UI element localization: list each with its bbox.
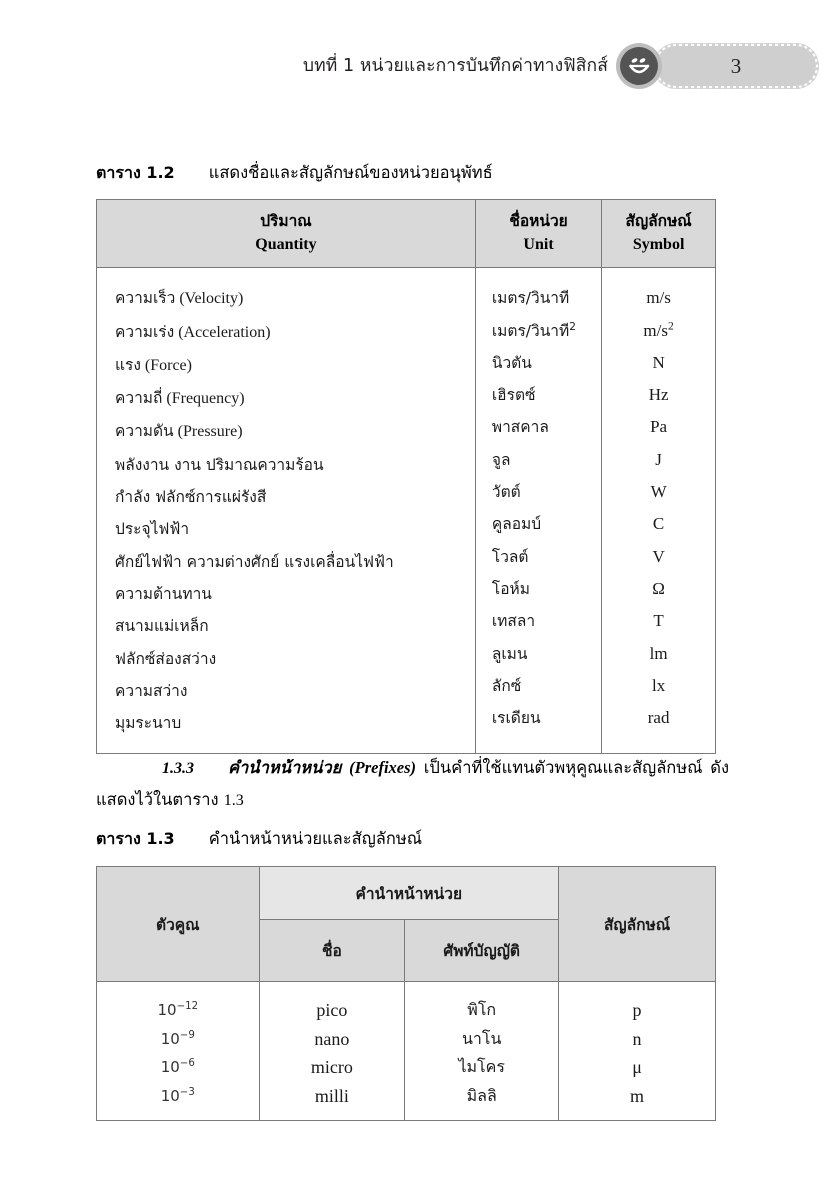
symbol-cell: T	[653, 611, 664, 631]
table-1-3-header-multiplier: ตัวคูณ	[97, 867, 260, 982]
table-1-2-header-unit	[475, 200, 601, 268]
symbol-cell: C	[652, 514, 665, 534]
symbol-cell: Pa	[650, 417, 668, 437]
table-1-3-header-symbol: สัญลักษณ์	[559, 867, 716, 982]
symbol-cell: Ω	[652, 578, 665, 598]
symbol-exponent: 2	[667, 318, 674, 332]
prefix-thai-cell: ไมโคร	[458, 1057, 505, 1076]
quantity-list	[97, 268, 475, 753]
quantity-cell: พลังงาน งาน ปริมาณความร้อน	[115, 455, 324, 474]
chapter-title: บทที่ 1 หน่วยและการบันทึกค่าทางฟิสิกส์	[302, 56, 608, 76]
table-1-2	[96, 199, 716, 754]
symbol-cell: N	[652, 352, 665, 372]
symbol-cell: lm	[649, 643, 668, 663]
quantity-cell: ประจุไฟฟ้า	[115, 520, 190, 539]
section-number: 1.3.3	[162, 760, 194, 777]
unit-cell: โอห์ม	[491, 579, 530, 598]
unit-cell: ลูเมน	[491, 644, 528, 663]
header-symbol-thai: สัญลักษณ์	[625, 212, 692, 230]
unit-list	[476, 268, 601, 748]
symbol-cell: rad	[647, 708, 670, 728]
unit-cell: เรเดียน	[491, 709, 541, 728]
multiplier-exponent: −9	[179, 1029, 195, 1041]
prefix-thai-cell: นาโน	[461, 1028, 502, 1048]
prefix-thai-cell: มิลลิ	[466, 1085, 497, 1105]
header-quantity-thai: ปริมาณ	[260, 212, 312, 230]
multiplier-cell: $10^{-9}$	[160, 1029, 195, 1048]
unit-cell: เมตร/วินาที	[491, 289, 570, 308]
table-1-2-caption	[96, 160, 493, 186]
table-1-3-header-prefix-name: ชื่อ	[259, 920, 405, 982]
unit-exponent: 2	[569, 320, 576, 333]
table-1-3-header-row-1	[97, 867, 716, 920]
unit-cell: พาสคาล	[491, 418, 549, 437]
unit-cell: เมตร/วินาที$^2$	[491, 320, 576, 340]
symbol-list-13	[559, 982, 715, 1120]
section-title-thai: คำนำหน้าหน่วย	[228, 758, 342, 777]
multiplier-list	[97, 982, 259, 1120]
multiplier-exponent: −3	[179, 1086, 195, 1098]
symbol-cell: J	[655, 449, 662, 469]
header-symbol-english: Symbol	[632, 236, 685, 254]
table-1-3-head	[97, 867, 716, 982]
prefix-name-cell: milli	[314, 1085, 349, 1106]
quantity-cell: ความถี่ (Frequency)	[115, 389, 245, 408]
smiley-glyph	[620, 47, 658, 85]
table-1-3-caption-text: คำนำหน้าหน่วยและสัญลักษณ์	[208, 829, 423, 848]
prefix-name-cell: nano	[314, 1028, 350, 1049]
multiplier-cell: $10^{-6}$	[160, 1058, 195, 1076]
quantity-english: (Frequency)	[162, 390, 245, 408]
table-1-3-symbol-column	[559, 982, 716, 1121]
quantity-cell: ความต้านทาน	[115, 584, 212, 603]
unit-cell: ลักซ์	[491, 676, 522, 695]
table-1-3-multiplier-column	[97, 982, 260, 1121]
header-unit-thai: ชื่อหน่วย	[509, 212, 568, 230]
quantity-cell: กำลัง ฟลักซ์การแผ่รังสี	[115, 488, 267, 507]
unit-cell: วัตต์	[491, 483, 521, 502]
quantity-english: (Velocity)	[175, 290, 244, 308]
multiplier-exponent: −6	[179, 1058, 195, 1069]
multiplier-exponent: −12	[176, 1001, 199, 1012]
table-1-2-caption-text: แสดงชื่อและสัญลักษณ์ของหน่วยอนุพัทธ์	[208, 163, 493, 182]
prefix-thai-list	[405, 982, 558, 1120]
section-title-english: (Prefixes)	[349, 758, 417, 777]
prefix-name-list	[260, 982, 405, 1120]
section-1-3-3-paragraph	[96, 752, 729, 816]
quantity-cell: ความเร่ง (Acceleration)	[115, 322, 271, 341]
symbol-cell: W	[650, 482, 667, 502]
table-1-3-prefix-thai-column	[405, 982, 559, 1121]
prefix-name-cell: micro	[310, 1057, 353, 1077]
table-1-3-header-prefix-thai: ศัพท์บัญญัติ	[405, 920, 559, 982]
table-1-3-caption	[96, 826, 422, 852]
unit-cell: เทสลา	[491, 612, 536, 631]
table-1-3-content-row	[97, 982, 716, 1121]
prefix-symbol-cell: m	[630, 1085, 645, 1106]
unit-cell: จูล	[491, 450, 511, 469]
section-table-reference: 1.3	[223, 792, 244, 809]
quantity-english: (Force)	[140, 356, 192, 374]
quantity-english: (Acceleration)	[174, 323, 271, 341]
unit-cell: คูลอมบ์	[491, 515, 542, 534]
prefix-symbol-cell: n	[632, 1028, 642, 1049]
unit-cell: เฮิรตซ์	[491, 386, 536, 405]
prefix-thai-cell: พิโก	[467, 1000, 497, 1019]
table-1-2-header-symbol	[602, 200, 716, 268]
symbol-cell: Hz	[648, 385, 669, 405]
page-number: 3	[730, 53, 742, 78]
table-1-3-prefix-name-column	[259, 982, 405, 1121]
table-1-2-symbol-column	[602, 268, 716, 754]
quantity-cell: มุมระนาบ	[115, 714, 182, 733]
quantity-cell: ศักย์ไฟฟ้า ความต่างศักย์ แรงเคลื่อนไฟฟ้า	[115, 552, 394, 571]
table-1-2-content-row	[97, 268, 716, 754]
symbol-cell: m/s	[646, 288, 671, 308]
smiley-face-icon	[616, 43, 662, 89]
header-unit-english: Unit	[523, 236, 554, 254]
unit-cell: นิวตัน	[491, 353, 532, 372]
table-1-2-quantity-column	[97, 268, 476, 754]
table-1-3	[96, 866, 716, 1121]
multiplier-cell: $10^{-3}$	[160, 1086, 195, 1105]
prefix-name-cell: pico	[316, 1000, 348, 1020]
quantity-cell: สนามแม่เหล็ก	[115, 617, 209, 636]
quantity-cell: ความเร็ว (Velocity)	[115, 289, 244, 308]
prefix-symbol-cell: p	[632, 1000, 642, 1020]
symbol-cell: lx	[651, 675, 666, 695]
unit-cell: โวลต์	[491, 547, 529, 566]
section-body-text: เป็นคำที่ใช้แทนตัวพหุคูณและสัญลักษณ์ ดังแสดงไว้ในตาราง	[96, 758, 730, 809]
quantity-cell: ความสว่าง	[115, 681, 188, 700]
page-header	[0, 38, 822, 94]
page-number-box	[656, 46, 816, 86]
quantity-cell: แรง (Force)	[115, 355, 192, 374]
table-1-3-header-prefix-group: คำนำหน้าหน่วย	[259, 867, 559, 920]
symbol-list	[602, 268, 715, 748]
quantity-cell: ฟลักซ์ส่องสว่าง	[115, 649, 217, 668]
table-1-2-header-quantity	[97, 200, 476, 268]
prefix-symbol-cell: μ	[632, 1057, 642, 1077]
table-1-2-header-row	[97, 200, 716, 268]
table-1-3-caption-label: ตาราง 1.3	[96, 829, 175, 848]
table-1-2-unit-column	[475, 268, 601, 754]
table-1-2-caption-label: ตาราง 1.2	[96, 163, 175, 182]
smiley-face-inner	[620, 47, 658, 85]
multiplier-cell: $10^{-12}$	[157, 1001, 199, 1019]
table-1-3-body	[97, 982, 716, 1121]
header-quantity-english: Quantity	[255, 236, 317, 254]
symbol-cell: V	[652, 546, 665, 566]
table-1-2-head	[97, 200, 716, 268]
quantity-english: (Pressure)	[173, 423, 243, 441]
table-1-2-body	[97, 268, 716, 754]
symbol-cell: $m/s^2$	[643, 318, 674, 340]
quantity-cell: ความดัน (Pressure)	[115, 422, 243, 441]
